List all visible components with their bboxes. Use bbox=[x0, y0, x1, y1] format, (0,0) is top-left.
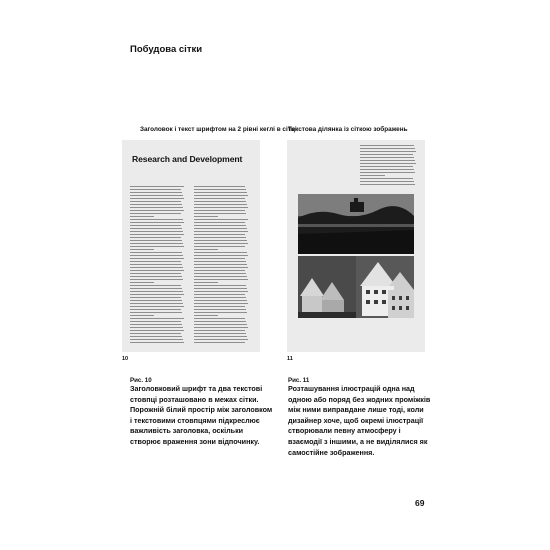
greeked-text-line bbox=[194, 297, 246, 298]
greeked-text-line bbox=[130, 330, 184, 331]
greeked-text-line bbox=[130, 261, 181, 262]
greeked-text-line bbox=[194, 321, 246, 322]
greeked-text-line bbox=[130, 309, 181, 310]
greeked-text-line bbox=[130, 282, 154, 283]
greeked-text-line bbox=[194, 333, 246, 334]
greeked-text-line bbox=[194, 273, 246, 274]
greeked-text-line bbox=[360, 157, 414, 158]
greeked-text-line bbox=[360, 166, 413, 167]
greeked-text-line bbox=[194, 207, 248, 208]
greeked-text-line bbox=[360, 163, 416, 164]
greeked-text-line bbox=[360, 160, 415, 161]
left-spread-caption: Заголовок і текст шрифтом на 2 рівні кеглі в сітці bbox=[140, 126, 297, 133]
sample-page-image-grid bbox=[287, 140, 425, 352]
greeked-text-line bbox=[194, 318, 245, 319]
greeked-text-line bbox=[194, 294, 245, 295]
greeked-text-line bbox=[194, 327, 248, 328]
greeked-text-line bbox=[194, 276, 247, 277]
greeked-text-line bbox=[194, 282, 218, 283]
greeked-text-line bbox=[130, 285, 181, 286]
greeked-text-line bbox=[194, 189, 246, 190]
sample-heading: Research and Development bbox=[132, 154, 243, 164]
greeked-text-line bbox=[194, 213, 246, 214]
greeked-text-line bbox=[130, 207, 183, 208]
folio: 69 bbox=[415, 498, 425, 508]
greeked-text-line bbox=[130, 252, 182, 253]
greeked-text-line bbox=[130, 300, 182, 301]
greeked-text-line bbox=[194, 186, 245, 187]
greeked-text-line bbox=[130, 327, 183, 328]
greeked-text-line bbox=[130, 243, 183, 244]
greeked-text-line bbox=[194, 285, 246, 286]
right-spread-caption: Текстова ділянка із сіткою зображень bbox=[288, 126, 408, 133]
greeked-text-line bbox=[194, 267, 248, 268]
greeked-text-line bbox=[194, 204, 247, 205]
greeked-text-line bbox=[194, 336, 247, 337]
greeked-text-line bbox=[194, 201, 246, 202]
greeked-text-line bbox=[194, 258, 245, 259]
greeked-text-line bbox=[194, 237, 246, 238]
greeked-text-line bbox=[130, 312, 182, 313]
greeked-text-line bbox=[360, 169, 414, 170]
greeked-text-line bbox=[194, 249, 218, 250]
greeked-text-line bbox=[360, 145, 414, 146]
greeked-text-line bbox=[194, 252, 247, 253]
page-title: Побудова сітки bbox=[130, 44, 203, 55]
greeked-text-line bbox=[130, 249, 154, 250]
greeked-text-line bbox=[194, 198, 245, 199]
greeked-text-line bbox=[194, 339, 248, 340]
greeked-text-line bbox=[360, 172, 415, 173]
greeked-text-line bbox=[130, 240, 182, 241]
greeked-text-line bbox=[130, 288, 182, 289]
greeked-text-line bbox=[130, 255, 183, 256]
greeked-text-line bbox=[194, 195, 248, 196]
landscape-photo bbox=[298, 194, 414, 254]
greeked-text-line bbox=[194, 300, 247, 301]
greeked-text-line bbox=[194, 228, 247, 229]
greeked-text-line bbox=[194, 342, 245, 343]
greeked-text-line bbox=[130, 294, 184, 295]
greeked-text-line bbox=[194, 315, 218, 316]
greeked-text-line bbox=[194, 246, 245, 247]
greeked-text-line bbox=[194, 234, 245, 235]
greeked-text-line bbox=[130, 264, 182, 265]
greeked-text-line bbox=[194, 210, 245, 211]
greeked-text-line bbox=[130, 237, 181, 238]
greeked-text-line bbox=[130, 222, 184, 223]
greeked-text-line bbox=[194, 216, 218, 217]
greeked-text-line bbox=[130, 189, 181, 190]
greeked-text-line bbox=[194, 270, 245, 271]
greeked-text-line bbox=[194, 255, 248, 256]
greeked-text-line bbox=[194, 303, 248, 304]
text-column-right bbox=[194, 186, 248, 346]
greeked-text-line bbox=[130, 324, 182, 325]
greeked-text-line bbox=[194, 279, 248, 280]
greeked-text-line bbox=[130, 195, 183, 196]
greeked-text-line bbox=[194, 222, 245, 223]
greeked-text-line bbox=[194, 219, 248, 220]
greeked-text-line bbox=[130, 321, 181, 322]
greeked-text-line bbox=[194, 261, 246, 262]
greeked-text-line bbox=[130, 246, 184, 247]
greeked-text-line bbox=[130, 303, 183, 304]
greeked-text-line bbox=[130, 276, 182, 277]
greeked-text-line bbox=[130, 339, 183, 340]
greeked-text-line bbox=[360, 151, 416, 152]
greeked-text-line bbox=[130, 201, 181, 202]
figure-description-left: Заголовковий шрифт та два текстові стовпці розташовано в межах сітки. Порожній білий простір між заголовком і текстовими стовпцями підкреслює важливість заголовка, оскільки створює враження зони відпочинку. bbox=[130, 384, 273, 446]
greeked-text-line bbox=[130, 333, 181, 334]
text-column-left bbox=[130, 186, 184, 346]
greeked-text-line bbox=[194, 306, 245, 307]
figure-description-right: Розташування ілюстрацій одна над одною або поряд без жодних проміжків між ними виправдане лише тоді, коли дизайнер хоче, щоб окремі ілюстрації створювали певну атмосферу і взаємодії з іншими, а не виділялися як самостійне зображення. bbox=[288, 384, 431, 457]
greeked-text-line bbox=[130, 192, 182, 193]
greeked-text-line bbox=[194, 330, 245, 331]
greeked-text-line bbox=[130, 225, 181, 226]
greeked-text-line bbox=[194, 240, 247, 241]
figure-label-right: Рис. 11 bbox=[288, 377, 310, 384]
greeked-text-line bbox=[130, 213, 181, 214]
greeked-text-line bbox=[194, 225, 246, 226]
greeked-text-line bbox=[360, 184, 415, 185]
greeked-text-line bbox=[194, 324, 247, 325]
greeked-text-line bbox=[194, 309, 246, 310]
greeked-text-line bbox=[194, 312, 247, 313]
greeked-text-line bbox=[130, 306, 184, 307]
greeked-text-line bbox=[130, 291, 183, 292]
greeked-text-line bbox=[130, 198, 184, 199]
greeked-text-line bbox=[130, 279, 183, 280]
greeked-text-line bbox=[130, 228, 182, 229]
greeked-text-line bbox=[194, 291, 248, 292]
page-number-left: 10 bbox=[122, 356, 129, 362]
greeked-text-line bbox=[130, 231, 183, 232]
greeked-text-line bbox=[360, 154, 413, 155]
greeked-text-line bbox=[130, 186, 184, 187]
greeked-text-line bbox=[130, 204, 182, 205]
figure-label-left: Рис. 10 bbox=[130, 377, 152, 384]
greeked-text-line bbox=[130, 258, 184, 259]
greeked-text-line bbox=[360, 181, 414, 182]
greeked-text-line bbox=[130, 342, 184, 343]
greeked-text-line bbox=[130, 216, 154, 217]
greeked-text-line bbox=[360, 175, 385, 176]
text-column-top bbox=[360, 145, 416, 187]
greeked-text-line bbox=[194, 243, 248, 244]
page-number-right: 11 bbox=[287, 356, 293, 362]
greeked-text-line bbox=[130, 234, 184, 235]
greeked-text-line bbox=[130, 219, 183, 220]
sample-page-text-grid bbox=[122, 140, 260, 352]
greeked-text-line bbox=[360, 178, 413, 179]
greeked-text-line bbox=[130, 336, 182, 337]
greeked-text-line bbox=[130, 297, 181, 298]
greeked-text-line bbox=[130, 315, 154, 316]
village-photos bbox=[298, 256, 414, 318]
greeked-text-line bbox=[360, 148, 415, 149]
greeked-text-line bbox=[130, 267, 183, 268]
greeked-text-line bbox=[194, 231, 248, 232]
greeked-text-line bbox=[194, 288, 247, 289]
greeked-text-line bbox=[130, 270, 184, 271]
greeked-text-line bbox=[194, 192, 247, 193]
greeked-text-line bbox=[130, 273, 181, 274]
greeked-text-line bbox=[130, 318, 184, 319]
greeked-text-line bbox=[130, 210, 184, 211]
greeked-text-line bbox=[194, 264, 247, 265]
